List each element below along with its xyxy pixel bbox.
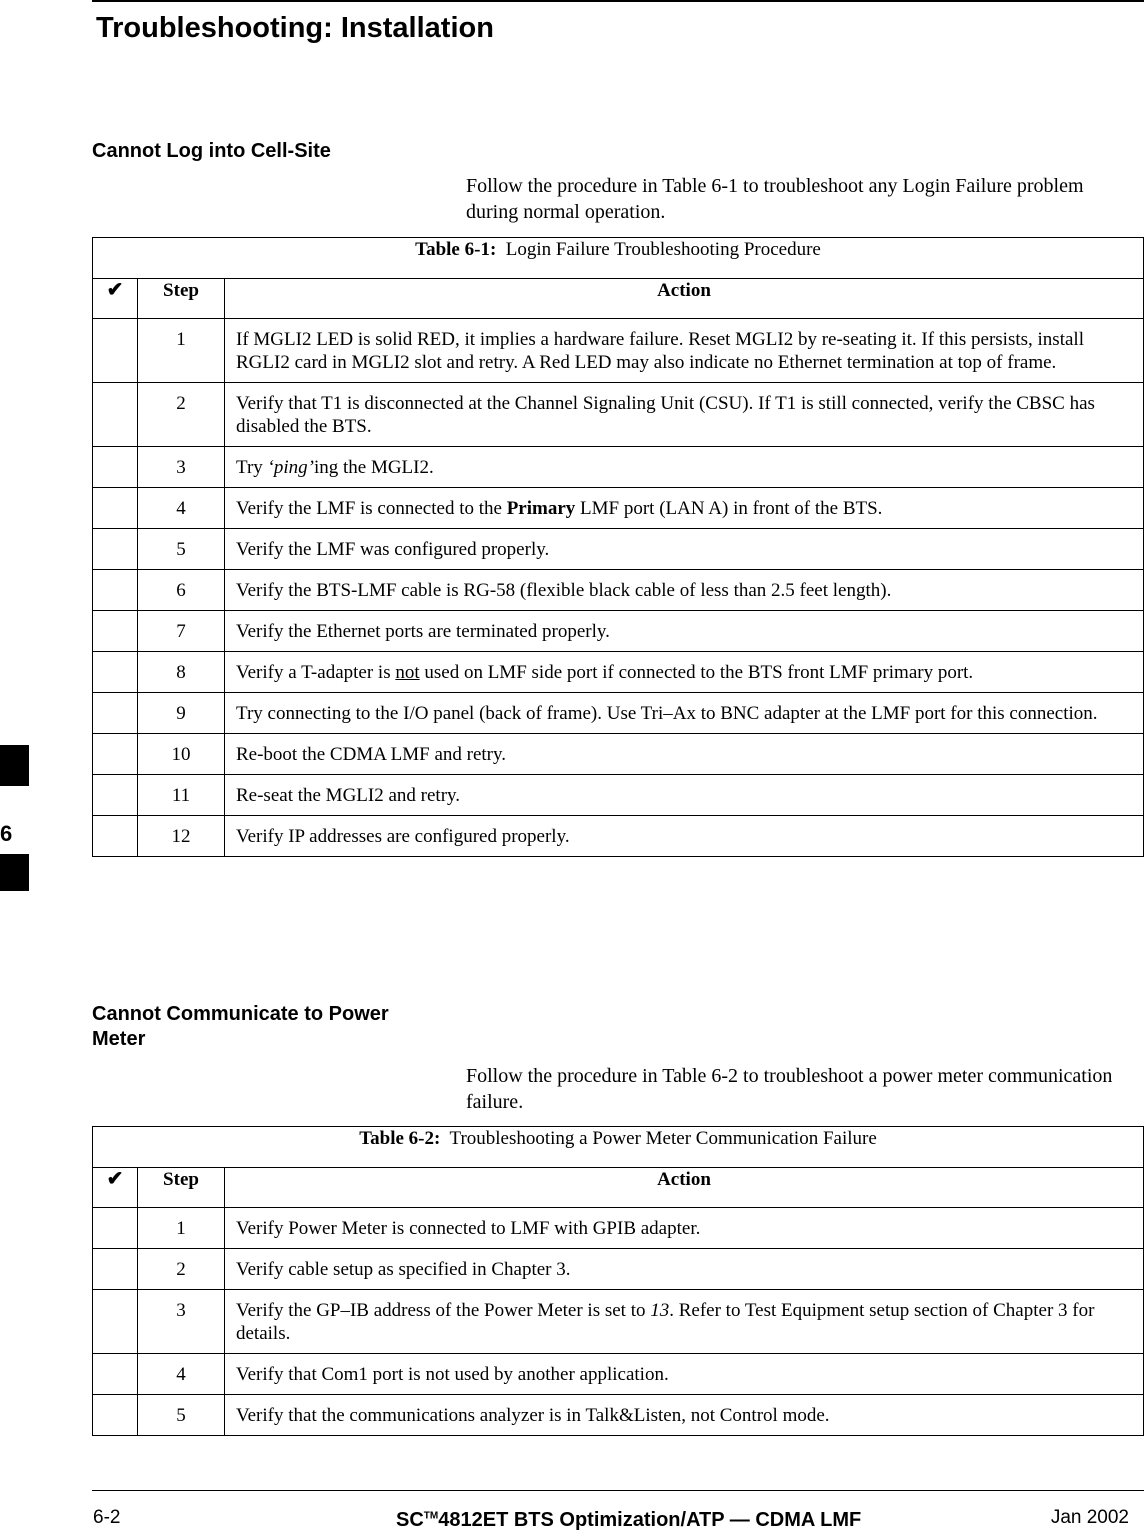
action-text — [225, 1354, 1144, 1395]
action-text — [225, 570, 1144, 611]
check-cell — [93, 1354, 138, 1395]
check-cell — [93, 447, 138, 488]
step-number: 3 — [138, 447, 225, 488]
check-cell — [93, 1395, 138, 1436]
action-text — [225, 1208, 1144, 1249]
table-row — [93, 1354, 1144, 1395]
action-text — [225, 447, 1144, 488]
check-icon: ✔ — [106, 279, 124, 301]
check-icon: ✔ — [106, 1168, 124, 1190]
table-row — [93, 570, 1144, 611]
step-number: 2 — [138, 1249, 225, 1290]
action-text-part: LMF port (LAN A) in front of the BTS. — [575, 498, 883, 519]
footer-date: Jan 2002 — [1050, 1507, 1129, 1528]
step-number: 10 — [138, 734, 225, 775]
action-text — [225, 1249, 1144, 1290]
step-number: 2 — [138, 383, 225, 447]
table-row — [93, 383, 1144, 447]
check-cell — [93, 816, 138, 857]
action-text-part: Verify the Ethernet ports are terminated properly. — [236, 621, 610, 642]
section-heading-power-meter: Cannot Communicate to Power Meter — [92, 1003, 389, 1050]
table-row — [93, 1208, 1144, 1249]
table-caption — [93, 1127, 1144, 1168]
check-column-header — [93, 1168, 138, 1208]
table-row — [93, 319, 1144, 383]
footer-title-prefix: SC — [396, 1509, 424, 1531]
action-text-part: Try connecting to the I/O panel (back of frame). Use Tri–Ax to BNC adapter at the LMF port for this connection. — [236, 703, 1098, 724]
table-label: Table 6-2: — [359, 1128, 441, 1149]
footer-page-number: 6-2 — [93, 1507, 121, 1528]
action-text — [225, 611, 1144, 652]
check-cell — [93, 1249, 138, 1290]
step-column-header: Step — [138, 279, 225, 319]
action-text-part: Verify that Com1 port is not used by another application. — [236, 1364, 669, 1385]
action-column-header: Action — [225, 279, 1144, 319]
table-label: Table 6-1: — [415, 239, 497, 260]
action-text — [225, 529, 1144, 570]
action-text-part: Verify Power Meter is connected to LMF with GPIB adapter. — [236, 1218, 701, 1239]
login-failure-table — [92, 237, 1144, 857]
step-number: 1 — [138, 319, 225, 383]
table-body — [93, 319, 1144, 857]
check-cell — [93, 488, 138, 529]
check-cell — [93, 611, 138, 652]
action-text-part: Verify the LMF was configured properly. — [236, 539, 550, 560]
action-text — [225, 1290, 1144, 1354]
footer-rule — [92, 1490, 1144, 1491]
step-number: 7 — [138, 611, 225, 652]
table-row — [93, 529, 1144, 570]
section-intro-login: Follow the procedure in Table 6-1 to troubleshoot any Login Failure problem during normal operation. — [466, 175, 1084, 223]
action-text-part: ing the MGLI2. — [313, 457, 434, 478]
step-number: 1 — [138, 1208, 225, 1249]
check-cell — [93, 383, 138, 447]
step-number: 11 — [138, 775, 225, 816]
section-intro-power-meter: Follow the procedure in Table 6-2 to troubleshoot a power meter communication failure. — [466, 1065, 1113, 1113]
action-text-part: Verify that the communications analyzer is in Talk&Listen, not Control mode. — [236, 1405, 830, 1426]
step-number: 4 — [138, 1354, 225, 1395]
action-text-part: Verify a T-adapter is — [236, 662, 396, 683]
action-text — [225, 1395, 1144, 1436]
action-text-part: used on LMF side port if connected to the BTS front LMF primary port. — [419, 662, 974, 683]
check-cell — [93, 1290, 138, 1354]
action-text — [225, 319, 1144, 383]
action-text — [225, 816, 1144, 857]
action-text — [225, 734, 1144, 775]
action-text-part: Re-boot the CDMA LMF and retry. — [236, 744, 507, 765]
check-cell — [93, 775, 138, 816]
table-row — [93, 611, 1144, 652]
table-row — [93, 488, 1144, 529]
step-number: 3 — [138, 1290, 225, 1354]
step-column-header: Step — [138, 1168, 225, 1208]
action-text — [225, 693, 1144, 734]
page-header-title: Troubleshooting: Installation — [96, 12, 494, 44]
action-text-part: Verify the GP–IB address of the Power Meter is set to — [236, 1300, 651, 1321]
table-row — [93, 816, 1144, 857]
action-text-part: not — [395, 662, 420, 683]
footer-title-rest: 4812ET BTS Optimization/ATP — CDMA LMF — [438, 1509, 862, 1531]
action-text-part: 13 — [650, 1300, 670, 1321]
check-cell — [93, 529, 138, 570]
action-text-part: Verify the BTS-LMF cable is RG-58 (flexible black cable of less than 2.5 feet length). — [236, 580, 892, 601]
action-text — [225, 488, 1144, 529]
action-text-part: Primary — [506, 498, 576, 519]
action-text-part: ‘ping’ — [267, 457, 314, 478]
action-text-part: . Refer to Test Equipment setup section of Chapter 3 for details. — [236, 1300, 1095, 1344]
table-row — [93, 447, 1144, 488]
check-cell — [93, 570, 138, 611]
action-text-part: Re-seat the MGLI2 and retry. — [236, 785, 461, 806]
step-number: 4 — [138, 488, 225, 529]
table-body — [93, 1208, 1144, 1436]
action-text-part: Verify the LMF is connected to the — [236, 498, 507, 519]
table-row — [93, 1249, 1144, 1290]
action-text-part: Verify that T1 is disconnected at the Channel Signaling Unit (CSU). If T1 is still connected, verify the CBSC has disabled the BTS. — [236, 393, 1095, 437]
header-rule — [92, 0, 1144, 2]
action-text-part: If MGLI2 LED is solid RED, it implies a hardware failure. Reset MGLI2 by re-seating it. If this persists, install RGLI2 card in MGLI2 slot and retry. A Red LED may also indicate no Ethernet termination at top of frame. — [236, 329, 1084, 373]
action-text — [225, 652, 1144, 693]
table-title: Login Failure Troubleshooting Procedure — [505, 239, 821, 260]
check-cell — [93, 1208, 138, 1249]
chapter-tab-upper — [0, 745, 29, 786]
step-number: 12 — [138, 816, 225, 857]
step-number: 9 — [138, 693, 225, 734]
table-row — [93, 775, 1144, 816]
step-number: 5 — [138, 529, 225, 570]
table-caption — [93, 238, 1144, 279]
check-cell — [93, 319, 138, 383]
action-text — [225, 383, 1144, 447]
chapter-tab-lower — [0, 854, 29, 891]
step-number: 8 — [138, 652, 225, 693]
table-title: Troubleshooting a Power Meter Communication Failure — [449, 1128, 877, 1149]
step-number: 6 — [138, 570, 225, 611]
check-cell — [93, 734, 138, 775]
action-text-part: Verify cable setup as specified in Chapter 3. — [236, 1259, 571, 1280]
table-row — [93, 734, 1144, 775]
table-row — [93, 1395, 1144, 1436]
power-meter-table — [92, 1126, 1144, 1436]
table-row — [93, 652, 1144, 693]
chapter-tab-number: 6 — [0, 821, 13, 846]
action-text-part: Verify IP addresses are configured properly. — [236, 826, 570, 847]
table-row — [93, 693, 1144, 734]
section-heading-login: Cannot Log into Cell-Site — [92, 140, 331, 162]
table-row — [93, 1290, 1144, 1354]
step-number: 5 — [138, 1395, 225, 1436]
action-text-part: Try — [236, 457, 268, 478]
footer-trademark: TM — [423, 1510, 439, 1522]
check-cell — [93, 693, 138, 734]
action-column-header: Action — [225, 1168, 1144, 1208]
check-column-header — [93, 279, 138, 319]
check-cell — [93, 652, 138, 693]
action-text — [225, 775, 1144, 816]
footer-doc-title — [396, 1509, 861, 1532]
